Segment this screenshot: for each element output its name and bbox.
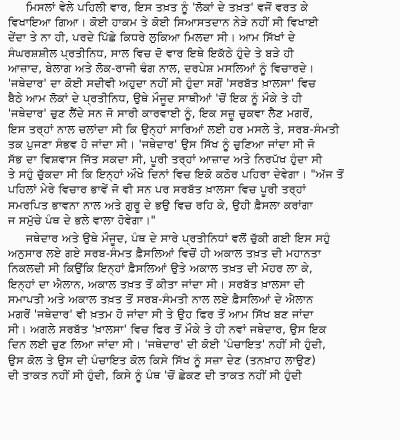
text-line: 'ਜਥੇਦਾਰ' ਦਾ ਕੋਈ ਸਦੀਵੀ ਅਹੁਦਾ ਨਹੀਂ ਸੀ ਹੁੰਦਾ ਸਗੋਂ 'ਸਰਬੱਤ ਖ਼ਾਲਸਾ' ਵਿਚ [8, 77, 317, 91]
text-line: ਮਗਰੋਂ 'ਜਥੇਦਾਰ' ਵੀ ਖ਼ਤਮ ਹੋ ਜਾਂਦਾ ਸੀ ਤੇ ਉਹ ਫਿਰ ਤੋਂ ਆਮ ਸਿੱਖ ਬਣ ਜਾਂਦਾ [8, 308, 314, 322]
text-line: ਨਿਕਲਦੀ ਸੀ ਕਿਉਂਕਿ ਇਨ੍ਹਾਂ ਫ਼ੈਸਲਿਆਂ ਉਤੇ ਅਕਾਲ ਤਖ਼ਤ ਦੀ ਮੋਹਰ ਲਾ ਕੇ, [8, 262, 313, 276]
text-line: ਸੀ। ਅਗਲੇ ਸਰਬੱਤ 'ਖ਼ਾਲਸਾ' ਵਿਚ ਫਿਰ ਤੋਂ ਮੌਕੇ ਤੇ ਹੀ ਨਵਾਂ ਜਥੇਦਾਰ, ਉਸ ਇਕ [8, 323, 327, 337]
text-line: ਦੇਂਦਾ ਤੇ ਨਾ ਹੀ, ਪਰਦੇ ਪਿੱਛੇ ਕਿਧਰੇ ਲੁਕਿਆ ਮਿਲਦਾ ਸੀ। ਆਮ ਸਿੱਖਾਂ ਦੇ [8, 31, 296, 45]
text-line: ਬੈਠੇ ਆਮ ਲੋਕਾਂ ਦੇ ਪ੍ਰਤੀਨਿਧ, ਉਥੇ ਮੌਜੂਦ ਸਾਥੀਆਂ 'ਚੋਂ ਇਕ ਨੂੰ ਮੌਕੇ ਤੇ ਹੀ [8, 92, 303, 106]
text-line: 'ਜਥੇਦਾਰ' ਚੁਣ ਲੈਂਦੇ ਸਨ ਜੋ ਸਾਰੀ ਕਾਰਵਾਈ ਨੂੰ, ਇਕ ਸਜ਼ੂ ਚੁਕਵਾ ਲੈਣ ਮਗਰੋਂ, [8, 107, 313, 121]
article-paragraph-2 [8, 231, 392, 383]
text-line: ਸਮਰਪਿਤ ਭਾਵਨਾ ਨਾਲ ਅਤੇ ਗੁਰੂ ਦੇ ਭਉ ਵਿਚ ਰਹਿ ਕੇ, ਉਹੀ ਫ਼ੈਸਲਾ ਕਰਾਂਗਾ [8, 198, 313, 212]
text-line: ਆਜ਼ਾਦ, ਬੇਲਾਗ ਅਤੇ ਲੋਕ-ਰਾਜੀ ਢੰਗ ਨਾਲ, ਦਰਪੇਸ਼ ਮਸਲਿਆਂ ਨੂੰ ਵਿਚਾਰਦੇ। [8, 61, 315, 75]
text-line: ਅਨੁਸਾਰ ਲਏ ਗਏ ਸਰਬ-ਸੰਮਤ ਫ਼ੈਸਲਿਆਂ ਵਿਚੋਂ ਹੀ ਅਕਾਲ ਤਖ਼ਤ ਦੀ ਮਹਾਨਤਾ [8, 247, 322, 261]
text-line: ਤਕ ਪੁਜਣਾ ਸੰਭਵ ਹੋ ਜਾਂਦਾ ਸੀ। 'ਜਥੇਦਾਰ' ਉਸ ਸਿੱਖ ਨੂੰ ਚੁਣਿਆ ਜਾਂਦਾ ਸੀ ਜੋ [8, 137, 315, 151]
text-line: ਜ ਸਮੁੱਚੇ ਪੰਥ ਦੇ ਭਲੇ ਵਾਲਾ ਹੋਵੇਗਾ।" [8, 213, 156, 227]
text-line: ਇਨ੍ਹਾਂ ਦਾ ਐਲਾਨ, ਅਕਾਲ ਤਖ਼ਤ ਤੋਂ ਕੀਤਾ ਜਾਂਦਾ ਸੀ। ਸਰਬੱਤ ਖ਼ਾਲਸਾ ਦੀ [8, 277, 305, 291]
text-line: ਪਹਿਲਾਂ ਮੇਰੇ ਵਿਚਾਰ ਭਾਵੇਂ ਜੋ ਵੀ ਸਨ ਪਰ ਸਰਬੱਤ ਖ਼ਾਲਸਾ ਵਿਚ ਪੂਰੀ ਤਰ੍ਹਾਂ [8, 183, 307, 197]
text-line: ਇਸ ਤਰ੍ਹਾਂ ਨਾਲ ਚਲਾਂਦਾ ਸੀ ਕਿ ਉਨ੍ਹਾਂ ਸਾਰਿਆਂ ਲਈ ਹਰ ਮਸਲੇ ਤੇ, ਸਰਬ-ਸੰਮਤੀ [8, 122, 340, 136]
text-line: ਦੀ ਤਾਕਤ ਨਹੀਂ ਸੀ ਹੁੰਦੀ, ਕਿਸੇ ਨੂੰ ਪੰਥ 'ਚੋਂ ਛੇਕਣ ਦੀ ਤਾਕਤ ਨਹੀਂ ਸੀ ਹੁੰਦੀ [8, 368, 303, 382]
text-line: ਸਮਾਪਤੀ ਅਤੇ ਅਕਾਲ ਤਖ਼ਤ ਤੋਂ ਸਰਬ-ਸੰਮਤੀ ਨਾਲ ਲਏ ਫ਼ੈਸਲਿਆਂ ਦੇ ਐਲਾਨ [8, 292, 314, 306]
text-line: ਉਸ ਕੋਲ ਤੇ ਉਸ ਦੀ ਪੰਚਾਇਤ ਕੋਲ ਕਿਸੇ ਸਿੱਖ ਨੂੰ ਸਜ਼ਾ ਦੇਣ (ਤਨਖ਼ਾਹ ਲਾਉਣ) [8, 353, 316, 367]
text-line: ਸੱਭ ਦਾ ਵਿਸ਼ਵਾਸ ਜਿੱਤ ਸਕਦਾ ਸੀ, ਪੂਰੀ ਤਰ੍ਹਾਂ ਆਜ਼ਾਦ ਅਤੇ ਨਿਰਪੱਖ ਹੁੰਦਾ ਸੀ [8, 153, 323, 167]
text-line: ਤੇ ਸਹੁੰ ਚੁੱਕਦਾ ਸੀ ਕਿ ਇਨ੍ਹਾਂ ਔਖੇ ਦਿਨਾਂ ਵਿਚ ਇਕੋ ਕਠੋਰ ਪਹਿਰਾ ਦੇਵੇਗਾ। "ਅੱਜ ਤੋਂ [8, 168, 344, 182]
text-line: ਜਥੇਦਾਰ ਅਤੇ ਉਥੇ ਮੌਜੂਦ, ਪੰਥ ਦੇ ਸਾਰੇ ਪ੍ਰਤੀਨਿਧਾਂ ਵਲੋਂ ਚੁੱਕੀ ਗਈ ਇਸ ਸਹੁੰ [26, 232, 331, 246]
text-line: ਮਿਸਲਾਂ ਵੇਲੇ ਪਹਿਲੀ ਵਾਰ, ਇਸ ਤਖ਼ਤ ਨੂੰ 'ਲੋਕਾਂ ਦੇ ਤਖ਼ਤ' ਵਜੋਂ ਵਰਤ ਕੇ [26, 1, 309, 14]
text-line: ਦਿਨ ਲਈ ਚੁਣ ਲਿਆ ਜਾਂਦਾ ਸੀ। 'ਜਥੇਦਾਰ' ਦੀ ਕੋਈ 'ਪੰਚਾਇਤ' ਨਹੀਂ ਸੀ ਹੁੰਦੀ, [8, 338, 326, 352]
article-paragraph-1 [8, 0, 392, 228]
text-line: ਵਿਖਾਇਆ ਗਿਆ। ਕੋਈ ਹਾਕਮ ਤੇ ਕੋਈ ਸਿਆਸਤਦਾਨ ਨੇੜੇ ਨਹੀਂ ਸੀ ਵਿਖਾਈ [8, 16, 319, 30]
text-line: ਸੰਘਰਸ਼ਸ਼ੀਲ ਪ੍ਰਤੀਨਿਧ, ਸਾਲ ਵਿਚ ਦੋ ਵਾਰ ਇਥੇ ਇਕੱਠੇ ਹੁੰਦੇ ਤੇ ਬੜੇ ਹੀ [8, 46, 295, 60]
